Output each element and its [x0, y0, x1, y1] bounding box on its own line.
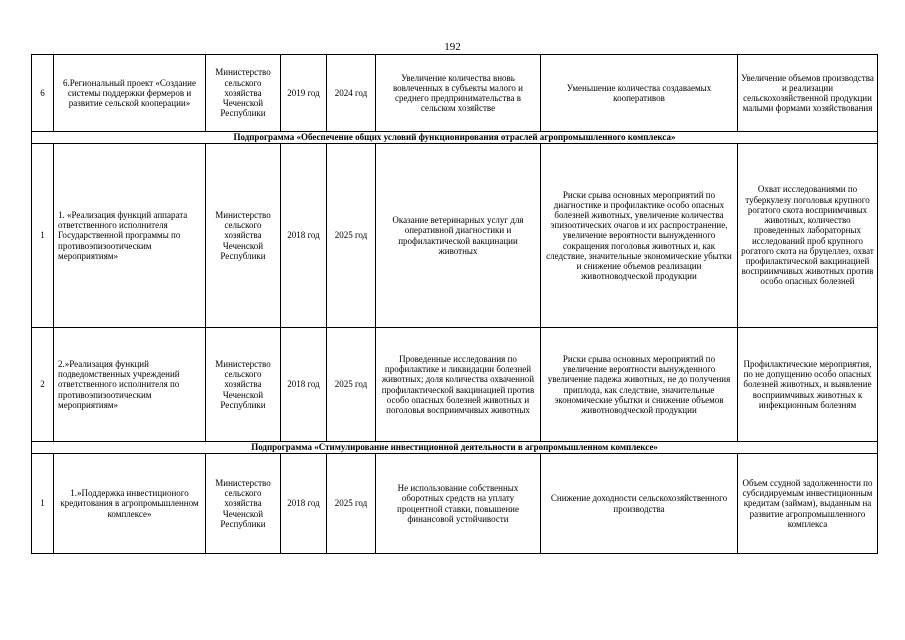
- start-year: 2018 год: [281, 328, 327, 442]
- expected-result: Увеличение количества вновь вовлеченных в субъекты малого и среднего предпринимательства в сельском хозяйстве: [376, 55, 541, 132]
- risks: Риски срыва основных мероприятий по диагностике и профилактике особо опасных болезней животных, увеличение количества эпизоотических очагов и их распространение, увеличение вероятности вынужденного сокращения поголовья животных и, как следствие, значительные экономические убытки и снижение объемов реализации животноводческой продукции: [541, 144, 738, 328]
- risks: Снижение доходности сельскохозяйственного производства: [541, 454, 738, 554]
- executor: Министерство сельского хозяйства Чеченской Республики: [206, 144, 281, 328]
- measure-name: 2.»Реализация функций подведомственных учреждений ответственного исполнителя по противоэпизоотическим мероприятиям»: [54, 328, 206, 442]
- start-year: 2018 год: [281, 454, 327, 554]
- row-number: 2: [32, 328, 54, 442]
- subprogram-heading-row: [32, 442, 878, 454]
- indicators: Охват исследованиями по туберкулезу поголовья крупного рогатого скота восприимчивых животных, количество проведенных лабораторных исследований проб крупного рогатого скота на бруцеллез, охват профилактической вакцинацией восприимчивых животных против особо опасных болезней: [738, 144, 878, 328]
- end-year: 2025 год: [327, 328, 376, 442]
- expected-result: Проведенные исследования по профилактике и ликвидации болезней животных; доля количества охваченной профилактической вакцинацией против особо опасных болезней животных и поголовья восприимчивых животных: [376, 328, 541, 442]
- indicators: Объем ссудной задолженности по субсидируемым инвестиционным кредитам (займам), выданным на развитие агропромышленного комплекса: [738, 454, 878, 554]
- expected-result: Оказание ветеринарных услуг для оперативной диагностики и профилактической вакцинации животных: [376, 144, 541, 328]
- row-number: 1: [32, 144, 54, 328]
- indicators: Профилактические мероприятия, по не допущению особо опасных болезней животных, и выявление восприимчивых животных к инфекционным болезням: [738, 328, 878, 442]
- program-measures-table: [31, 54, 878, 554]
- row-number: 1: [32, 454, 54, 554]
- page-number: 192: [444, 41, 461, 53]
- measure-name: 6.Региональный проект «Создание системы поддержки фермеров и развитие сельской кооперации»: [54, 55, 206, 132]
- measure-name: 1. «Реализация функций аппарата ответственного исполнителя Государственной программы по противоэпизоотическим мероприятиям»: [54, 144, 206, 328]
- table-row: [32, 328, 878, 442]
- risks: Уменьшение количества создаваемых кооперативов: [541, 55, 738, 132]
- executor: Министерство сельского хозяйства Чеченской Республики: [206, 55, 281, 132]
- indicators: Увеличение объемов производства и реализации сельскохозяйственной продукции малыми формами хозяйствования: [738, 55, 878, 132]
- end-year: 2025 год: [327, 454, 376, 554]
- executor: Министерство сельского хозяйства Чеченской Республики: [206, 454, 281, 554]
- end-year: 2024 год: [327, 55, 376, 132]
- subprogram-heading-row: [32, 132, 878, 144]
- end-year: 2025 год: [327, 144, 376, 328]
- measure-name: 1.»Поддержка инвестиционого кредитования в агропромышленном комплексе»: [54, 454, 206, 554]
- table-row: [32, 454, 878, 554]
- table-row: [32, 144, 878, 328]
- subprogram-title: Подпрограмма «Стимулирование инвестиционной деятельности в агропромышленном комплексе»: [32, 442, 878, 454]
- table-row: [32, 55, 878, 132]
- row-number: 6: [32, 55, 54, 132]
- expected-result: Не использование собственных оборотных средств на уплату процентной ставки, повышение финансовой устойчивости: [376, 454, 541, 554]
- executor: Министерство сельского хозяйства Чеченской Республики: [206, 328, 281, 442]
- subprogram-title: Подпрограмма «Обеспечение общих условий функционирования отраслей агропромышленного комплекса»: [32, 132, 878, 144]
- start-year: 2018 год: [281, 144, 327, 328]
- start-year: 2019 год: [281, 55, 327, 132]
- risks: Риски срыва основных мероприятий по увеличение вероятности вынужденного увеличение падежа животных, не до получения приплода, как следствие, значительные экономические убытки и снижение объемов животноводческой продукции: [541, 328, 738, 442]
